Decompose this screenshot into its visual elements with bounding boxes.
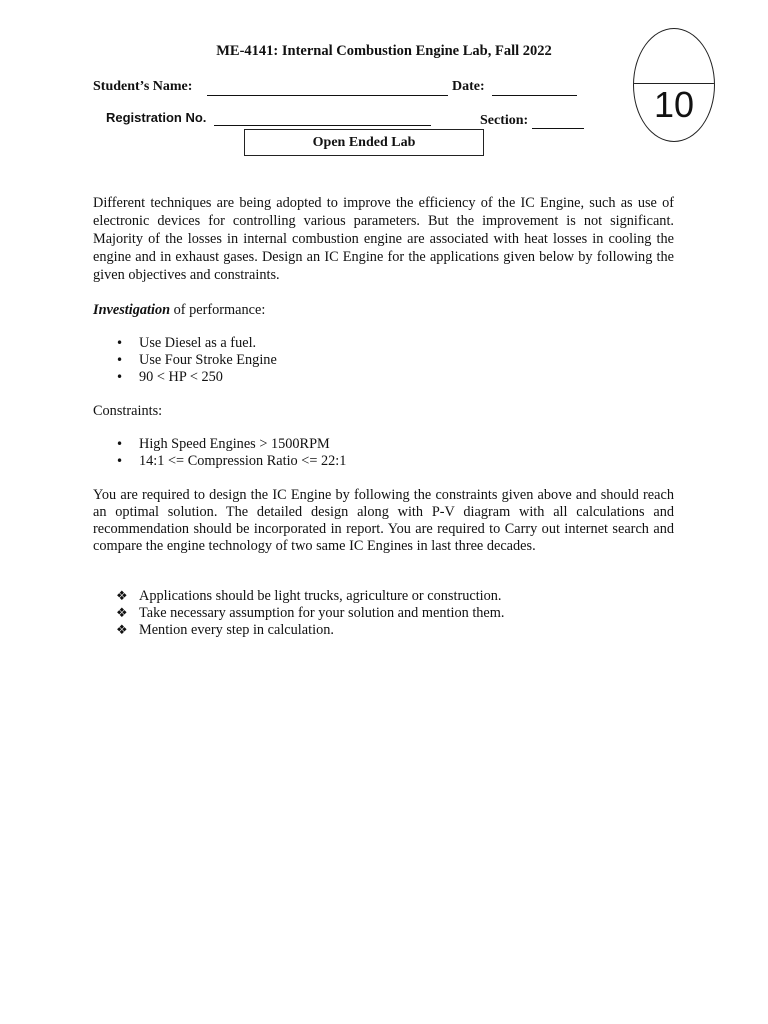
list-item <box>116 622 504 639</box>
list-item-text: Take necessary assumption for your solution and mention them. <box>139 605 505 621</box>
registration-field[interactable] <box>214 125 431 126</box>
score-oval <box>633 28 715 142</box>
section-label: Section: <box>480 113 529 128</box>
list-item <box>116 588 504 605</box>
constraints-list <box>116 436 346 470</box>
requirement-paragraph: You are required to design the IC Engine by following the constraints given above and should reach an optimal solution. The detailed design along with P-V diagram with all calculations and recommendation should be incorporated in report. You are required to Carry out internet search and compare the engine technology of two same IC Engines in last three decades. <box>93 487 674 554</box>
score-value: 10 <box>653 84 695 125</box>
date-field[interactable] <box>492 95 577 96</box>
intro-paragraph: Different techniques are being adopted to improve the efficiency of the IC Engine, such as use of electronic devices for controlling various parameters. But the improvement is not significant. Majority of the losses in internal combustion engine are associated with heat losses in cooling the engine and in exhaust gases. Design an IC Engine for the applications given below by following the given objectives and constraints. <box>93 195 674 283</box>
list-item <box>116 369 277 386</box>
diamond-bullet-icon: ❖ <box>116 606 128 621</box>
section-field[interactable] <box>532 128 584 129</box>
lab-type-title: Open Ended Lab <box>312 135 416 150</box>
diamond-bullet-icon: ❖ <box>116 589 128 604</box>
diamond-bullet-icon: ❖ <box>116 623 128 638</box>
list-item <box>116 335 277 352</box>
investigation-emphasis: Investigation <box>93 302 171 318</box>
list-item-text: 90 < HP < 250 <box>139 369 223 385</box>
list-item <box>116 352 277 369</box>
date-label: Date: <box>452 79 485 94</box>
list-item <box>116 453 346 470</box>
list-item-text: Applications should be light trucks, agriculture or construction. <box>139 588 502 604</box>
bullet-icon: • <box>116 336 124 350</box>
constraints-heading: Constraints: <box>93 403 163 419</box>
investigation-rest: of performance: <box>170 302 266 318</box>
bullet-icon: • <box>116 437 124 451</box>
investigation-heading <box>93 301 265 319</box>
course-title: ME-4141: Internal Combustion Engine Lab, Fall 2022 <box>216 43 552 59</box>
list-item <box>116 605 504 622</box>
student-name-label: Student’s Name: <box>93 79 193 94</box>
list-item-text: High Speed Engines > 1500RPM <box>139 436 330 452</box>
registration-label: Registration No. <box>106 110 207 125</box>
investigation-list <box>116 335 277 386</box>
list-item-text: 14:1 <= Compression Ratio <= 22:1 <box>139 453 347 469</box>
student-name-field[interactable] <box>207 95 448 96</box>
list-item-text: Use Diesel as a fuel. <box>139 335 257 351</box>
bullet-icon: • <box>116 454 124 468</box>
bullet-icon: • <box>116 353 124 367</box>
bullet-icon: • <box>116 370 124 384</box>
notes-list <box>116 588 504 639</box>
lab-type-box <box>244 129 484 156</box>
list-item-text: Mention every step in calculation. <box>139 622 334 638</box>
list-item-text: Use Four Stroke Engine <box>139 352 277 368</box>
list-item <box>116 436 346 453</box>
